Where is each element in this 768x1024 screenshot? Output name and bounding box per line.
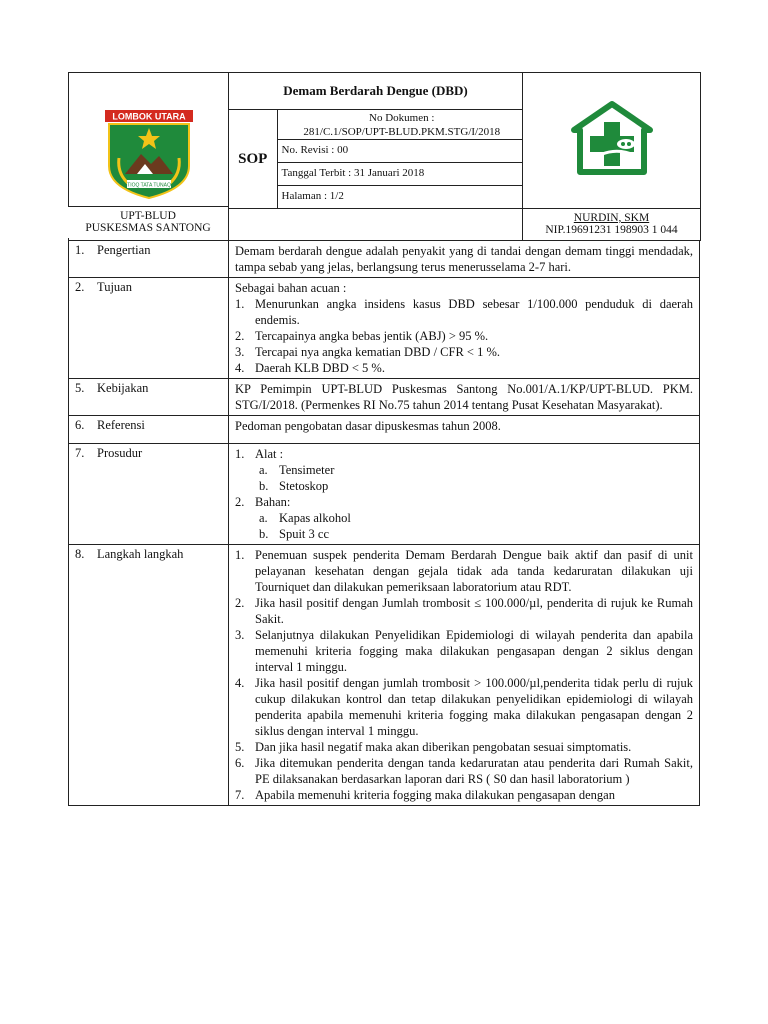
meta-block [277, 110, 522, 209]
empty-center-cell [229, 209, 523, 241]
list-item: 4. Daerah KLB DBD < 5 %. [235, 361, 385, 375]
row-kebijakan: 5. Kebijakan KP Pemimpin UPT-BLUD Puskesmas Santong No.001/A.1/KP/UPT-BLUD. PKM. STG/I/2018. (Permenkes RI No.75 tahun 2014 tentang Pusat Kesehatan Masyarakat). [69, 379, 700, 416]
prosedur-list [235, 446, 693, 462]
list-item: 3. Tercapai nya angka kematian DBD / CFR < 1 %. [235, 345, 501, 359]
document-title: Demam Berdarah Dengue (DBD) [283, 83, 468, 98]
row-pengertian: 1. Pengertian Demam berdarah dengue adalah penyakit yang di tandai dengan demam tinggi mendadak, tampa sebab yang jelas, berlangsung terus menerusselama 2-7 hari. [69, 241, 700, 278]
label-prosedur: Prosudur [97, 446, 143, 460]
list-item: a. Tensimeter [259, 463, 335, 477]
list-item: 2. Bahan: [235, 495, 291, 509]
list-item: a. Kapas alkohol [259, 511, 351, 525]
signer-name: NURDIN, SKM [573, 212, 650, 224]
list-item: 1. Penemuan suspek penderita Demam Berdarah Dengue baik aktif dan pasif di unit pelayanan kesehatan dengan gejala tidak ada tanda kedaruratan dilakukan uji Tourniquet dan dilakukan pemeriksaan laboratorium atau RDT. [235, 548, 693, 594]
puskesmas-emblem-icon [570, 100, 654, 176]
list-item: 1. Alat : [235, 447, 284, 461]
list-item: 5. Dan jika hasil negatif maka akan diberikan pengobatan sesuai simptomatis. [235, 740, 632, 754]
list-item: 4. Jika hasil positif dengan jumlah trombosit > 100.000/µl,penderita tidak perlu di rujuk cukup dilakukan kontrol dan tetap dilakukan penyelidikan epidemiologi di wilayah penderita apabila memenuhi kriteria fogging maka dilakukan pengasapan dengan 2 siklus dengan interval 1 minggu. [235, 676, 693, 738]
row-referensi: 6. Referensi Pedoman pengobatan dasar dipuskesmas tahun 2008. [69, 416, 700, 444]
list-item: 7. Apabila memenuhi kriteria fogging maka dilakukan pengasapan dengan [235, 788, 615, 802]
lombok-utara-emblem-icon [101, 108, 197, 200]
svg-text:TIOQ TATA TUNAQ: TIOQ TATA TUNAQ [126, 182, 171, 189]
list-item: 1. Menurunkan angka insidens kasus DBD sebesar 1/100.000 penduduk di daerah endemis. [235, 297, 693, 327]
no-revisi: No. Revisi : 00 [278, 139, 523, 162]
bahan-list [235, 510, 693, 542]
unit-label: UPT-BLUD PUSKESMAS SANTONG [68, 206, 228, 238]
tanggal-terbit: Tanggal Terbit : 31 Januari 2018 [278, 162, 523, 185]
signer-nip: NIP.19691231 198903 1 044 [545, 224, 678, 236]
sop-document [68, 72, 700, 806]
signature-block [523, 209, 701, 241]
label-tujuan: Tujuan [97, 280, 132, 294]
tujuan-intro: Sebagai bahan acuan : [235, 281, 347, 295]
no-dokumen: No Dokumen : 281/C.1/SOP/UPT-BLUD.PKM.STG/I/2018 [303, 112, 501, 138]
row-prosedur: 7. Prosudur 1. Alat : a. Tensimeter b. Stetoskop 2. Bahan: a. Kapas alkohol b. Spuit 3 cc [69, 444, 700, 545]
list-item: 3. Selanjutnya dilakukan Penyelidikan Epidemiologi di wilayah penderita dan apabila memenuhi kriteria fogging maka dilakukan pengasapan dengan 2 siklus dengan interval 1 minggu. [235, 628, 693, 674]
alat-list [235, 462, 693, 494]
pengertian-text: Demam berdarah dengue adalah penyakit yang di tandai dengan demam tinggi mendadak, tampa sebab yang jelas, berlangsung terus menerusselama 2-7 hari. [229, 241, 700, 278]
label-pengertian: Pengertian [97, 243, 151, 257]
content-table [68, 240, 700, 806]
label-referensi: Referensi [97, 418, 145, 432]
list-item: 2. Jika hasil positif dengan Jumlah trombosit ≤ 100.000/µl, penderita di rujuk ke Rumah Sakit. [235, 596, 693, 626]
title-and-meta-cell [229, 73, 523, 209]
halaman: Halaman : 1/2 [278, 185, 523, 208]
list-item: b. Spuit 3 cc [259, 527, 329, 541]
label-kebijakan: Kebijakan [97, 381, 149, 395]
sop-label: SOP [229, 110, 277, 209]
list-item: 2. Tercapainya angka bebas jentik (ABJ) > 95 %. [235, 329, 489, 343]
langkah-list [235, 547, 693, 803]
puskesmas-logo-cell [523, 73, 701, 209]
meta-table [229, 109, 522, 208]
label-langkah: Langkah langkah [97, 547, 184, 561]
svg-text:LOMBOK UTARA: LOMBOK UTARA [111, 111, 186, 122]
row-langkah: 8. Langkah langkah 1. Penemuan suspek penderita Demam Berdarah Dengue baik aktif dan pasif di unit pelayanan kesehatan dengan gejala tidak ada tanda kedaruratan dilakukan uji Tourniquet dan dilakukan pemeriksaan laboratorium atau RDT. 2. Jika hasil positif dengan Jumlah trombosit ≤ 100.000/µl, penderita di rujuk ke Rumah Sakit. 3. Selanjutnya dilakukan Penyelidikan Epidemiologi di wilayah penderita dan apabila memenuhi kriteria fogging maka dilakukan pengasapan dengan 2 siklus dengan interval 1 minggu. 4. Jika hasil positif dengan jumlah trombosit > 100.000/µl,penderita tidak perlu di rujuk cukup dilakukan kontrol dan tetap dilakukan penyelidikan epidemiologi di wilayah penderita apabila memenuhi kriteria fogging maka dilakukan pengasapan dengan 2 siklus dengan interval 1 minggu. 5. Dan jika hasil negatif maka akan diberikan pengobatan sesuai simptomatis. 6. Jika ditemukan penderita dengan tanda kedaruratan atau penderita dari Rumah Sakit, PE dilaksanakan berdasarkan laporan dari RS ( S0 dan hasil laboratorium ) 7. Apabila memenuhi kriteria fogging maka dilakukan pengasapan dengan [69, 545, 700, 806]
list-item: 6. Jika ditemukan penderita dengan tanda kedaruratan atau penderita dari Rumah Sakit, PE dilaksanakan berdasarkan laporan dari RS ( S0 dan hasil laboratorium ) [235, 756, 693, 786]
list-item: b. Stetoskop [259, 479, 329, 493]
kebijakan-text: KP Pemimpin UPT-BLUD Puskesmas Santong No.001/A.1/KP/UPT-BLUD. PKM. STG/I/2018. (Permenkes RI No.75 tahun 2014 tentang Pusat Kesehatan Masyarakat). [229, 379, 700, 416]
tujuan-list [235, 296, 693, 376]
row-tujuan: 2. Tujuan Sebagai bahan acuan : 1. Menurunkan angka insidens kasus DBD sebesar 1/100.000 penduduk di daerah endemis. 2. Tercapainya angka bebas jentik (ABJ) > 95 %. 3. Tercapai nya angka kematian DBD / CFR < 1 %. 4. Daerah KLB DBD < 5 %. [69, 278, 700, 379]
referensi-text: Pedoman pengobatan dasar dipuskesmas tahun 2008. [229, 416, 700, 444]
